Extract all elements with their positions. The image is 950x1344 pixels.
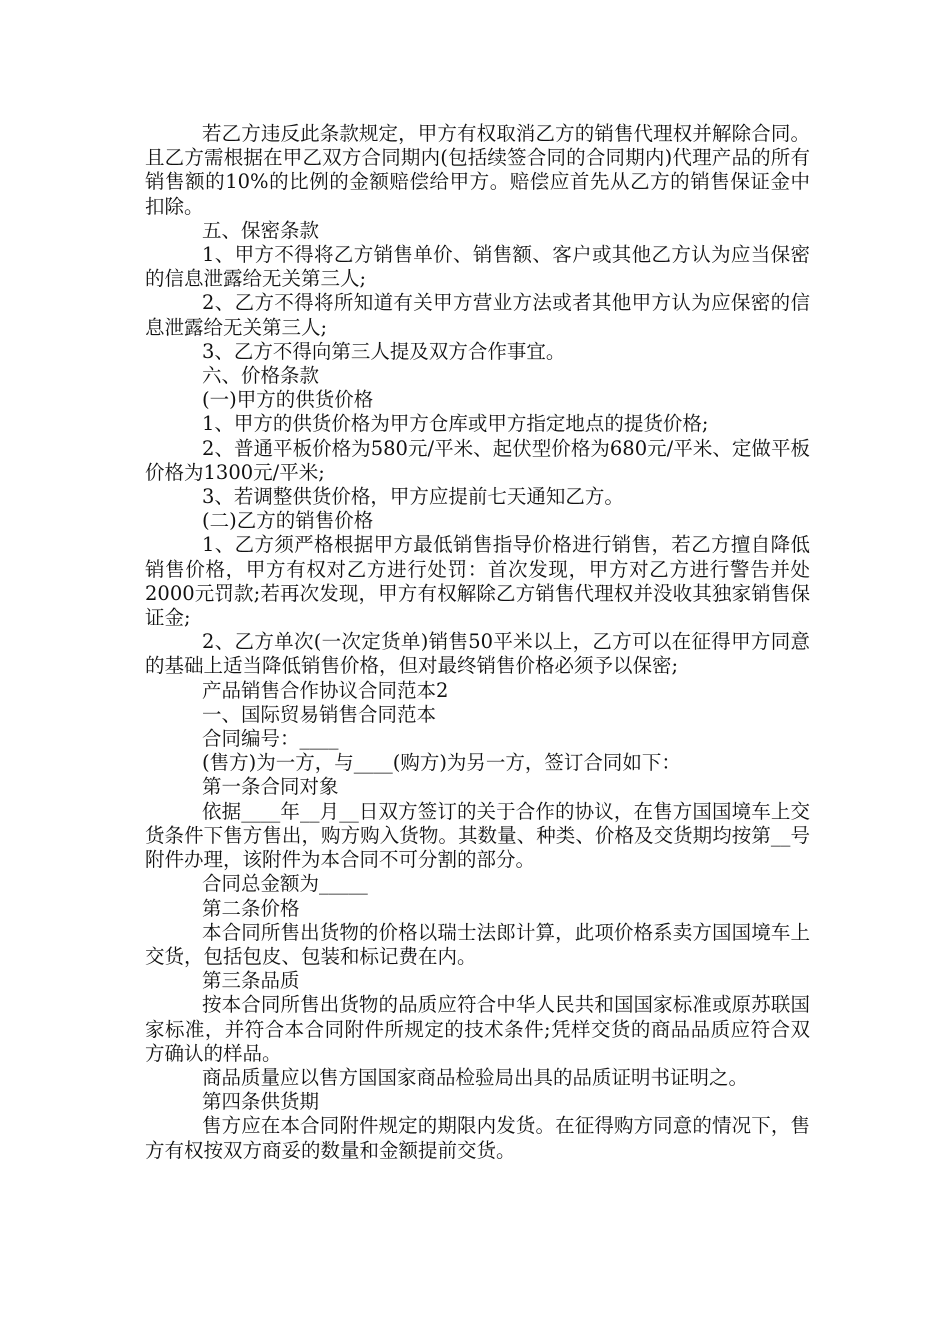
paragraph-confidentiality-2: 2、乙方不得将所知道有关甲方营业方法或者其他甲方认为应保密的信息泄露给无关第三人; [145, 291, 810, 339]
heading-article-1: 第一条合同对象 [202, 775, 339, 799]
paragraph-confidentiality-3: 3、乙方不得向第三人提及双方合作事宜。 [202, 339, 566, 363]
paragraph-supply-price-3: 3、若调整供货价格，甲方应提前七天通知乙方。 [202, 485, 624, 509]
paragraph-quality-certificate: 商品质量应以售方国国家商品检验局出具的品质证明书证明之。 [202, 1065, 749, 1089]
paragraph-article-4: 售方应在本合同附件规定的期限内发货。在征得购方同意的情况下，售方有权按双方商妥的数量和金额提前交货。 [145, 1114, 810, 1162]
heading-international-trade: 一、国际贸易销售合同范本 [202, 702, 437, 726]
heading-article-2: 第二条价格 [202, 896, 300, 920]
contract-number: 合同编号：____ [202, 727, 339, 751]
heading-template-2: 产品销售合作协议合同范本2 [202, 678, 449, 702]
paragraph-confidentiality-1: 1、甲方不得将乙方销售单价、销售额、客户或其他乙方认为应当保密的信息泄露给无关第三人; [145, 243, 810, 291]
heading-price-terms: 六、价格条款 [202, 364, 320, 388]
paragraph-article-3: 按本合同所售出货物的品质应符合中华人民共和国国家标准或原苏联国家标准，并符合本合同附件所规定的技术条件;凭样交货的商品品质应符合双方确认的样品。 [145, 993, 810, 1065]
paragraph-sales-price-2: 2、乙方单次(一次定货单)销售50平米以上，乙方可以在征得甲方同意的基础上适当降低销售价格，但对最终销售价格必须予以保密; [145, 630, 810, 678]
subheading-sales-price: (二)乙方的销售价格 [202, 509, 374, 533]
document-body [145, 122, 810, 1163]
paragraph-parties: (售方)为一方，与____(购方)为另一方，签订合同如下： [202, 751, 681, 775]
heading-article-3: 第三条品质 [202, 969, 300, 993]
paragraph-breach-clause: 若乙方违反此条款规定，甲方有权取消乙方的销售代理权并解除合同。且乙方需根据在甲乙双方合同期内(包括续签合同的合同期内)代理产品的所有销售额的10%的比例的金额赔偿给甲方。赔偿应首先从乙方的销售保证金中扣除。 [145, 122, 810, 218]
subheading-supply-price: (一)甲方的供货价格 [202, 388, 374, 412]
paragraph-sales-price-1: 1、乙方须严格根据甲方最低销售指导价格进行销售，若乙方擅自降低销售价格，甲方有权对乙方进行处罚：首次发现，甲方对乙方进行警告并处2000元罚款;若再次发现，甲方有权解除乙方销售代理权并没收其独家销售保证金; [145, 533, 810, 630]
paragraph-article-2: 本合同所售出货物的价格以瑞士法郎计算，此项价格系卖方国国境车上交货，包括包皮、包装和标记费在内。 [145, 920, 810, 968]
heading-confidentiality: 五、保密条款 [202, 218, 320, 242]
heading-article-4: 第四条供货期 [202, 1090, 320, 1114]
paragraph-supply-price-2: 2、普通平板价格为580元/平米、起伏型价格为680元/平米、定做平板价格为1300元/平米; [145, 436, 810, 484]
contract-total-amount: 合同总金额为_____ [202, 872, 368, 896]
paragraph-supply-price-1: 1、甲方的供货价格为甲方仓库或甲方指定地点的提货价格; [202, 412, 709, 436]
paragraph-article-1: 依据____年__月__日双方签订的关于合作的协议，在售方国国境车上交货条件下售方售出，购方购入货物。其数量、种类、价格及交货期均按第__号附件办理，该附件为本合同不可分割的部分。 [145, 799, 810, 872]
